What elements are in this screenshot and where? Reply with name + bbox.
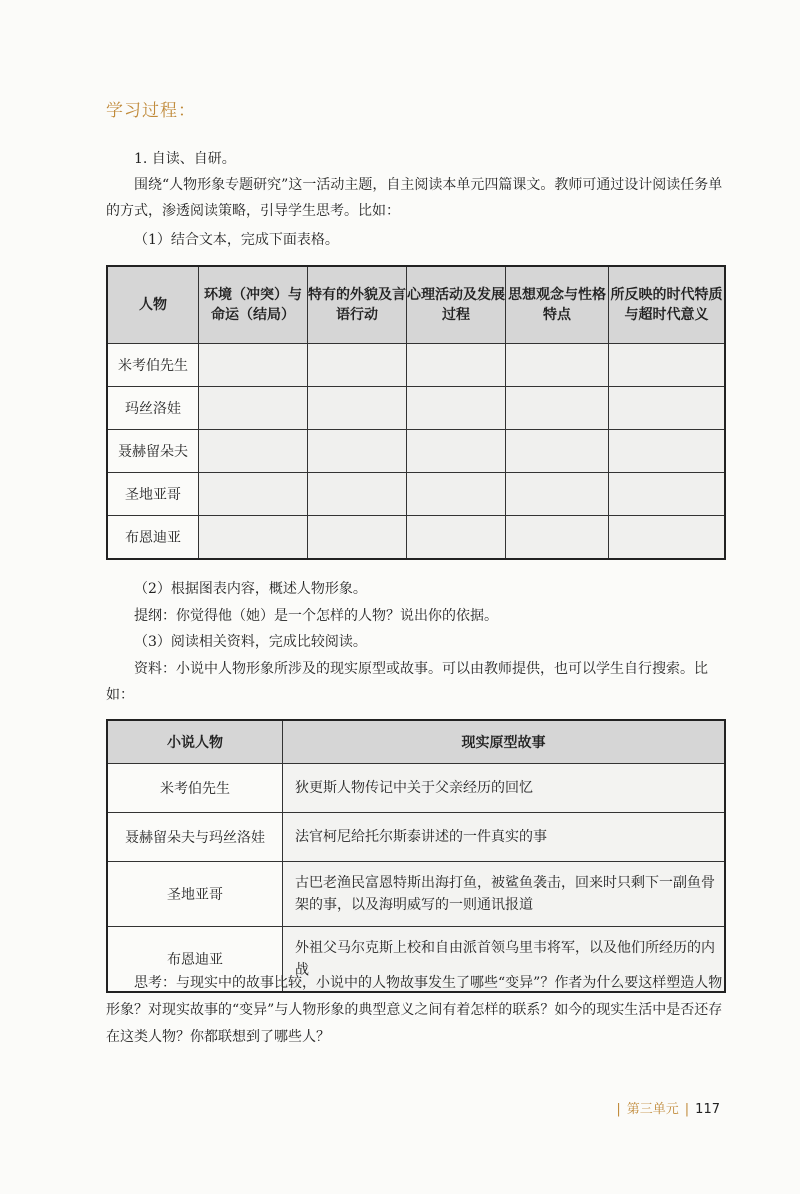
blank-cell <box>407 516 506 560</box>
character-cell: 圣地亚哥 <box>107 862 283 927</box>
prototype-story-table <box>106 719 726 993</box>
outline: 提纲：你觉得他（她）是一个怎样的人物？说出你的依据。 <box>134 608 498 624</box>
intro-paragraph: 围绕“人物形象专题研究”这一活动主题，自主阅读本单元四篇课文。教师可通过设计阅读任务单的方式，渗透阅读策略，引导学生思考。比如： <box>106 177 723 219</box>
blank-cell <box>199 387 308 430</box>
blank-cell <box>609 473 726 516</box>
task-2: （2）根据图表内容，概述人物形象。 <box>134 581 367 597</box>
story-cell: 古巴老渔民富恩特斯出海打鱼，被鲨鱼袭击，回来时只剩下一副鱼骨架的事，以及海明威写的一则通讯报道 <box>283 862 726 927</box>
story-cell: 狄更斯人物传记中关于父亲经历的回忆 <box>283 764 726 813</box>
table-header-row <box>107 720 725 764</box>
blank-cell <box>308 430 407 473</box>
material-paragraph: 资料：小说中人物形象所涉及的现实原型或故事。可以由教师提供，也可以学生自行搜索。比如： <box>106 661 708 703</box>
table-row <box>107 813 725 862</box>
table-header: 现实原型故事 <box>283 720 726 764</box>
character-name-cell: 玛丝洛娃 <box>107 387 199 430</box>
blank-cell <box>609 516 726 560</box>
character-name-cell: 布恩迪亚 <box>107 516 199 560</box>
blank-cell <box>609 344 726 387</box>
table-row <box>107 387 725 430</box>
blank-cell <box>199 473 308 516</box>
blank-cell <box>199 430 308 473</box>
page-number: 117 <box>695 1102 720 1117</box>
blank-cell <box>407 430 506 473</box>
section-title: 学习过程： <box>106 101 196 121</box>
table-header: 人物 <box>107 266 199 344</box>
table-header: 环境（冲突）与命运（结局） <box>199 266 308 344</box>
table-header: 所反映的时代特质与超时代意义 <box>609 266 726 344</box>
blank-cell <box>308 344 407 387</box>
blank-cell <box>506 473 609 516</box>
character-name-cell: 圣地亚哥 <box>107 473 199 516</box>
blank-cell <box>506 430 609 473</box>
table-header: 特有的外貌及言语行动 <box>308 266 407 344</box>
table-header: 思想观念与性格特点 <box>506 266 609 344</box>
blank-cell <box>609 387 726 430</box>
table-header-row <box>107 266 725 344</box>
task-1: （1）结合文本，完成下面表格。 <box>134 232 339 248</box>
character-name-cell: 米考伯先生 <box>107 344 199 387</box>
think-paragraph: 思考：与现实中的故事比较，小说中的人物故事发生了哪些“变异”？作者为什么要这样塑造人物形象？对现实故事的“变异”与人物形象的典型意义之间有着怎样的联系？如今的现实生活中是否还存在这类人物？你都联想到了哪些人？ <box>106 975 723 1045</box>
unit-label: 第三单元 <box>626 1102 679 1117</box>
blank-cell <box>407 473 506 516</box>
table-header: 心理活动及发展过程 <box>407 266 506 344</box>
page-footer <box>610 1098 720 1117</box>
character-cell: 布恩迪亚 <box>107 927 283 993</box>
step-1: 1. 自读、自研。 <box>134 151 236 167</box>
blank-cell <box>308 516 407 560</box>
table-row <box>107 862 725 927</box>
blank-cell <box>407 344 506 387</box>
character-analysis-table <box>106 265 726 560</box>
character-cell: 聂赫留朵夫与玛丝洛娃 <box>107 813 283 862</box>
story-cell: 外祖父马尔克斯上校和自由派首领乌里韦将军，以及他们所经历的内战 <box>283 927 726 993</box>
blank-cell <box>308 473 407 516</box>
table-row <box>107 473 725 516</box>
blank-cell <box>506 344 609 387</box>
table-row <box>107 430 725 473</box>
footer-divider: | <box>684 1102 690 1117</box>
blank-cell <box>407 387 506 430</box>
table-header: 小说人物 <box>107 720 283 764</box>
story-cell: 法官柯尼给托尔斯泰讲述的一件真实的事 <box>283 813 726 862</box>
footer-divider: | <box>616 1102 621 1117</box>
blank-cell <box>308 387 407 430</box>
blank-cell <box>199 344 308 387</box>
task-3: （3）阅读相关资料，完成比较阅读。 <box>134 634 367 650</box>
blank-cell <box>506 516 609 560</box>
blank-cell <box>609 430 726 473</box>
character-name-cell: 聂赫留朵夫 <box>107 430 199 473</box>
blank-cell <box>199 516 308 560</box>
character-cell: 米考伯先生 <box>107 764 283 813</box>
blank-cell <box>506 387 609 430</box>
table-row <box>107 516 725 560</box>
table-row <box>107 344 725 387</box>
table-row <box>107 764 725 813</box>
